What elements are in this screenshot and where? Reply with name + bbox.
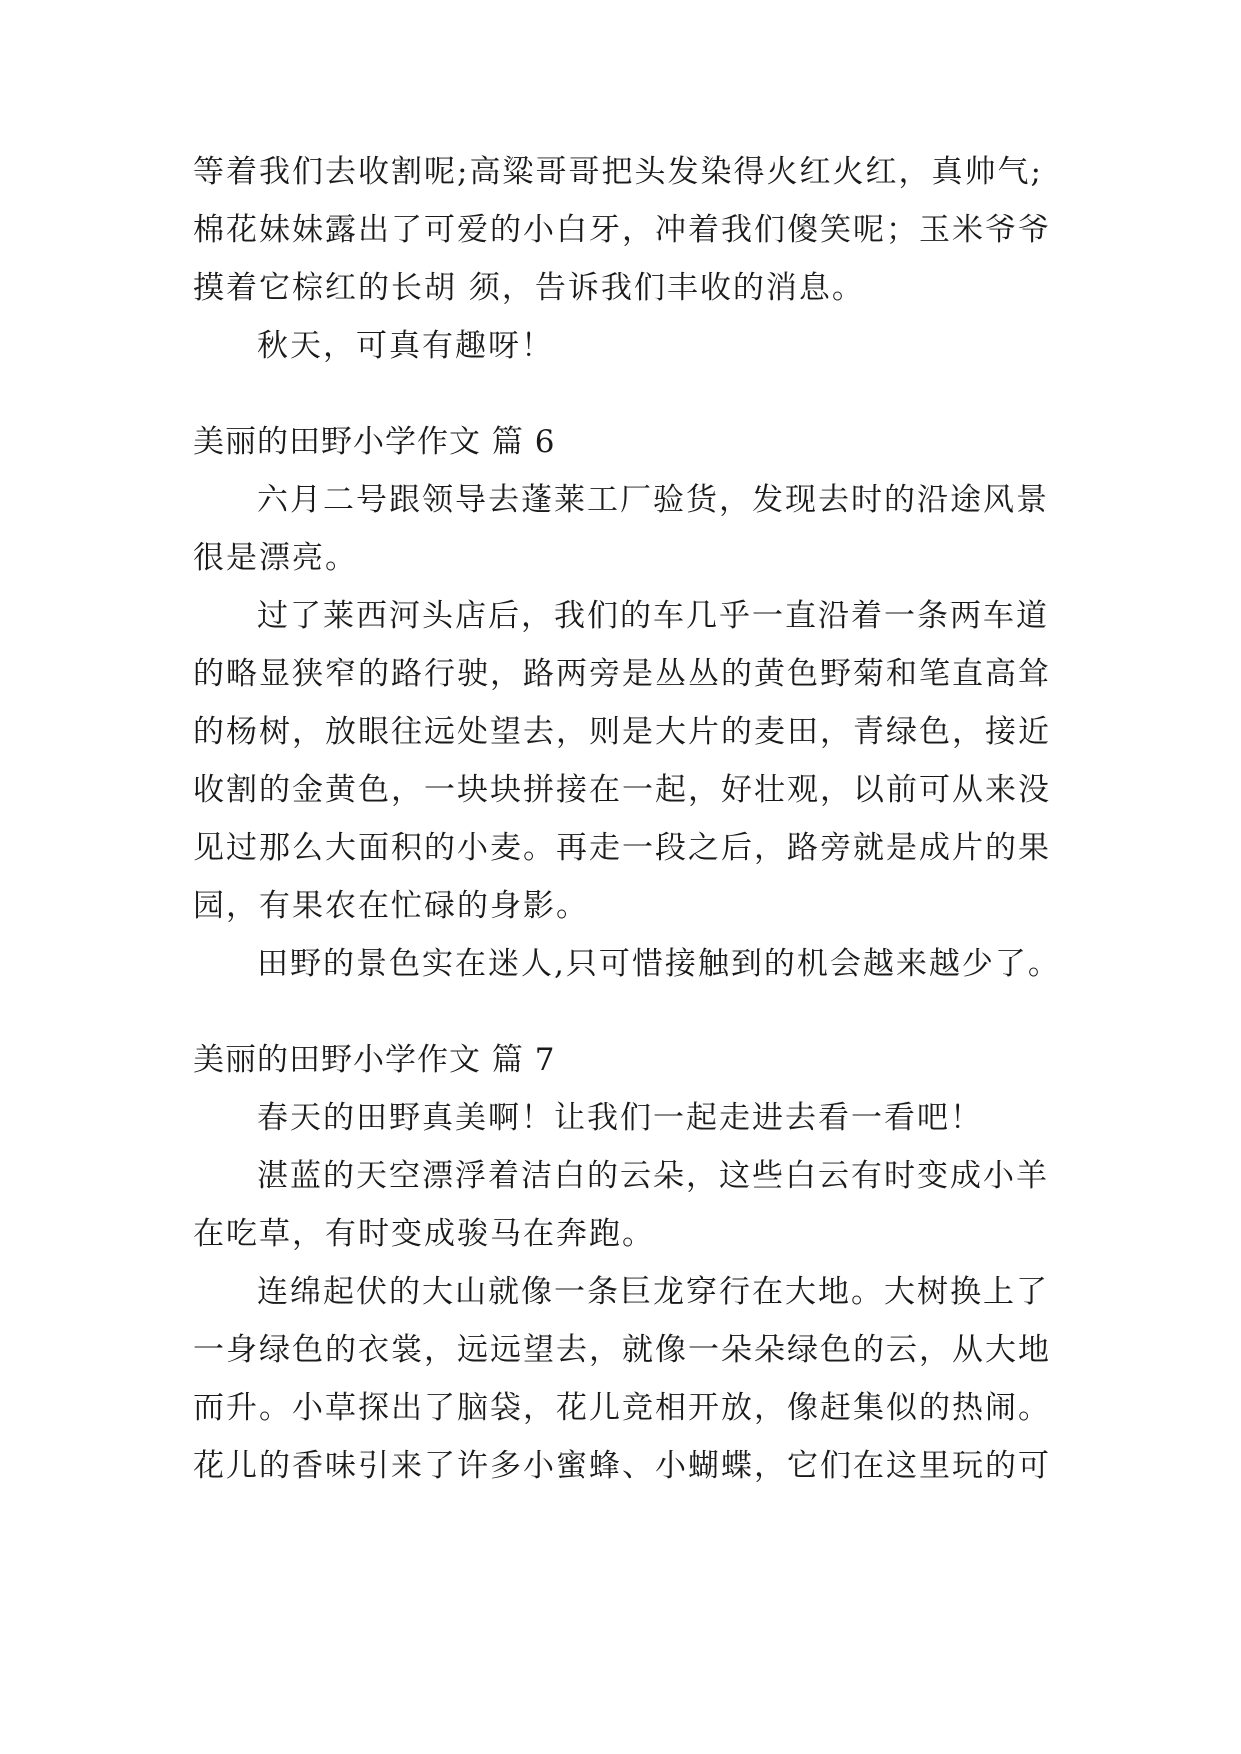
paragraph-line: 春天的田野真美啊！让我们一起走进去看一看吧！ <box>257 1100 983 1136</box>
section-heading: 美丽的田野小学作文 篇 6 <box>193 424 556 460</box>
paragraph-line: 很是漂亮。 <box>193 540 358 576</box>
paragraph-line: 田野的景色实在迷人,只可惜接触到的机会越来越少了。 <box>257 946 1061 982</box>
section-heading: 美丽的田野小学作文 篇 7 <box>193 1042 556 1078</box>
paragraph-line: 花儿的香味引来了许多小蜜蜂、小蝴蝶，它们在这里玩的可 <box>193 1448 1051 1484</box>
paragraph-line: 而升。小草探出了脑袋，花儿竞相开放，像赶集似的热闹。 <box>193 1390 1051 1426</box>
paragraph-line: 秋天，可真有趣呀！ <box>257 328 554 364</box>
paragraph-line: 收割的金黄色，一块块拼接在一起，好壮观，以前可从来没 <box>193 772 1051 808</box>
paragraph-line: 连绵起伏的大山就像一条巨龙穿行在大地。大树换上了 <box>257 1274 1049 1310</box>
paragraph-line: 的略显狭窄的路行驶，路两旁是丛丛的黄色野菊和笔直高耸 <box>193 656 1051 692</box>
paragraph-line: 一身绿色的衣裳，远远望去，就像一朵朵绿色的云，从大地 <box>193 1332 1051 1368</box>
paragraph-line: 在吃草，有时变成骏马在奔跑。 <box>193 1216 655 1252</box>
paragraph-line: 湛蓝的天空漂浮着洁白的云朵，这些白云有时变成小羊 <box>257 1158 1049 1194</box>
paragraph-line: 园，有果农在忙碌的身影。 <box>193 888 589 924</box>
paragraph-line: 等着我们去收割呢;高粱哥哥把头发染得火红火红，真帅气; <box>193 154 1043 190</box>
paragraph-line: 见过那么大面积的小麦。再走一段之后，路旁就是成片的果 <box>193 830 1051 866</box>
paragraph-line: 六月二号跟领导去蓬莱工厂验货，发现去时的沿途风景 <box>257 482 1049 518</box>
paragraph-line: 摸着它棕红的长胡 须，告诉我们丰收的消息。 <box>193 270 865 306</box>
paragraph-line: 棉花妹妹露出了可爱的小白牙，冲着我们傻笑呢；玉米爷爷 <box>193 212 1051 248</box>
paragraph-line: 过了莱西河头店后，我们的车几乎一直沿着一条两车道 <box>257 598 1049 634</box>
paragraph-line: 的杨树，放眼往远处望去，则是大片的麦田，青绿色，接近 <box>193 714 1051 750</box>
